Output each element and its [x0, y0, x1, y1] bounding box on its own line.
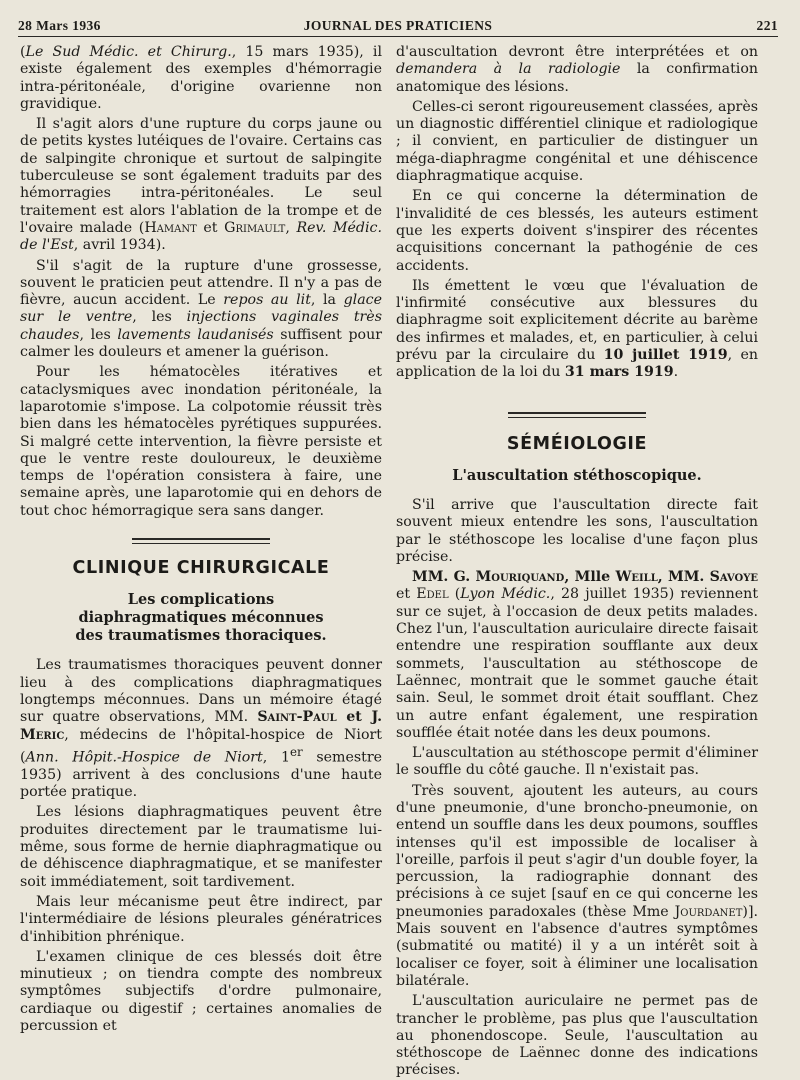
paragraph: Il s'agit alors d'une rupture du corps jaune ou de petits kystes lutéiques de l'ovaire. Certains cas de salpingite chronique et surtout de salpingite tuberculeuse se sont également traduits par des hémorragies intra-péritonéales. Le seul traitement est alors l'ablation de la trompe et de l'ovaire malade (Hamant et Grimault, Rev. Médic. de l'Est, avril 1934). — [20, 116, 382, 254]
paragraph: Ils émettent le vœu que l'évaluation de l'infirmité consécutive aux blessures du diaphragme soit explicitement décrite au barème des infirmes et malades, et, en particulier, à celui prévu par la circulaire du 10 juillet 1919, en application de la loi du 31 mars 1919. — [396, 277, 758, 381]
article-title: L'auscultation stéthoscopique. — [452, 466, 702, 484]
section-heading: CLINIQUE CHIRURGICALE — [72, 558, 330, 579]
paragraph: S'il s'agit de la rupture d'une grossesse, souvent le praticien peut attendre. Il n'y a pas de fièvre, aucun accident. Le repos au lit, la glace sur le ventre, les injections vaginales très chaudes, les lavements laudanisés suffisent pour calmer les douleurs et amener la guérison. — [20, 257, 383, 361]
section-heading: SÉMÉIOLOGIE — [506, 433, 648, 454]
page-number: 221 — [756, 18, 778, 33]
left-column — [20, 44, 382, 1035]
paragraph: Celles-ci seront rigoureusement classées, après un diagnostic différentiel clinique et radiologique ; il convient, en particulier de distinguer un méga-diaphragme congénital et une déhiscence diaphragmatique acquise. — [396, 98, 758, 185]
paragraph: L'auscultation au stéthoscope permit d'éliminer le souffle du côté gauche. Il n'existait pas. — [396, 745, 758, 779]
paragraph: Les lésions diaphragmatiques peuvent être produites directement par le traumatisme lui-même, sous forme de hernie diaphragmatique ou de déhiscence diaphragmatique, et se manifester soit immédiatement, soit tardivement. — [20, 804, 382, 890]
paragraph: d'auscultation devront être interprétées et on demandera à la radiologie la confirmation anatomique des lésions. — [396, 44, 759, 95]
right-column — [396, 44, 758, 1080]
paragraph: Très souvent, ajoutent les auteurs, au cours d'une pneumonie, d'une broncho-pneumonie, on entend un souffle dans les deux poumons, souffles intenses qu'il est impossible de localiser à l'oreille, parfois il peut s'agir d'un double foyer, la percussion, la radiographie donnant des précisions à ce sujet [sauf en ce qui concerne les pneumonies paradoxales (thèse Mme Jourdanet)]. Mais souvent en l'absence d'autres symptômes (submatité ou matité) il y a un intérêt soit à localiser ce foyer, soit à éliminer une localisation bilatérale. — [396, 782, 758, 989]
paragraph: Pour les hématocèles itératives et cataclysmiques avec inondation péritonéale, la laparotomie s'impose. La colpotomie réussit très bien dans les hématocèles pyrétiques suppurées. Si malgré cette intervention, la fièvre persiste et que le ventre reste douloureux, le deuxième temps de l'opération consistera à faire, une semaine après, une laparotomie qui en dehors de tout choc hémorragique sera sans danger. — [20, 364, 382, 519]
paragraph: Les traumatismes thoraciques peuvent donner lieu à des complications diaphragmatiques longtemps méconnues. Dans un mémoire étagé sur quatre observations, MM. Saint-Paul et J. Meric, médecins de l'hôpital-hospice de Niort (Ann. Hôpit.-Hospice de Niort, 1er semestre 1935) arrivent à des conclusions d'une haute portée pratique. — [20, 657, 383, 801]
paragraph: En ce qui concerne la détermination de l'invalidité de ces blessés, les auteurs estiment que les experts doivent s'inspirer des récentes acquisitions concernant la pathogénie de ces accidents. — [396, 188, 758, 274]
paragraph: MM. G. Mouriquand, Mlle Weill, MM. Savoye et Edel (Lyon Médic., 28 juillet 1935) reviennent sur ce sujet, à l'occasion de deux petits malades. Chez l'un, l'auscultation auriculaire directe faisait entendre une respiration soufflante aux deux sommets, l'auscultation au stéthoscope de Laënnec, montrait que le sommet gauche était sain. Seul, le sommet droit était soufflant. Chez un autre enfant également, une respiration soufflée était notée dans les deux poumons. — [396, 569, 759, 741]
paragraph: L'auscultation auriculaire ne permet pas de trancher le problème, pas plus que l'auscultation au phonendoscope. Seule, l'auscultation au stéthoscope de Laënnec donne des indications précises. — [396, 993, 758, 1079]
section-divider — [132, 538, 270, 544]
section-divider — [508, 412, 646, 418]
paragraph: S'il arrive que l'auscultation directe fait souvent mieux entendre les sons, l'auscultation par le stéthoscope les localise d'une façon plus précise. — [396, 496, 758, 565]
paragraph: L'examen clinique de ces blessés doit être minutieux ; on tiendra compte des nombreux symptômes subjectifs d'ordre pulmonaire, cardiaque ou digestif ; certaines anomalies de percussion et — [20, 948, 382, 1034]
header-date: 28 Mars 1936 — [18, 18, 101, 33]
page-header — [18, 14, 778, 37]
journal-title: JOURNAL DES PRATICIENS — [303, 18, 493, 33]
article-title: Les complications diaphragmatiques méconnues des traumatismes thoraciques. — [75, 591, 327, 645]
paragraph: (Le Sud Médic. et Chirurg., 15 mars 1935), il existe également des exemples d'hémorragie intra-péritonéale, d'origine ovarienne non gravidique. — [20, 44, 382, 112]
paragraph: Mais leur mécanisme peut être indirect, par l'intermédiaire de lésions pleurales génératrices d'inhibition phrénique. — [20, 893, 382, 945]
